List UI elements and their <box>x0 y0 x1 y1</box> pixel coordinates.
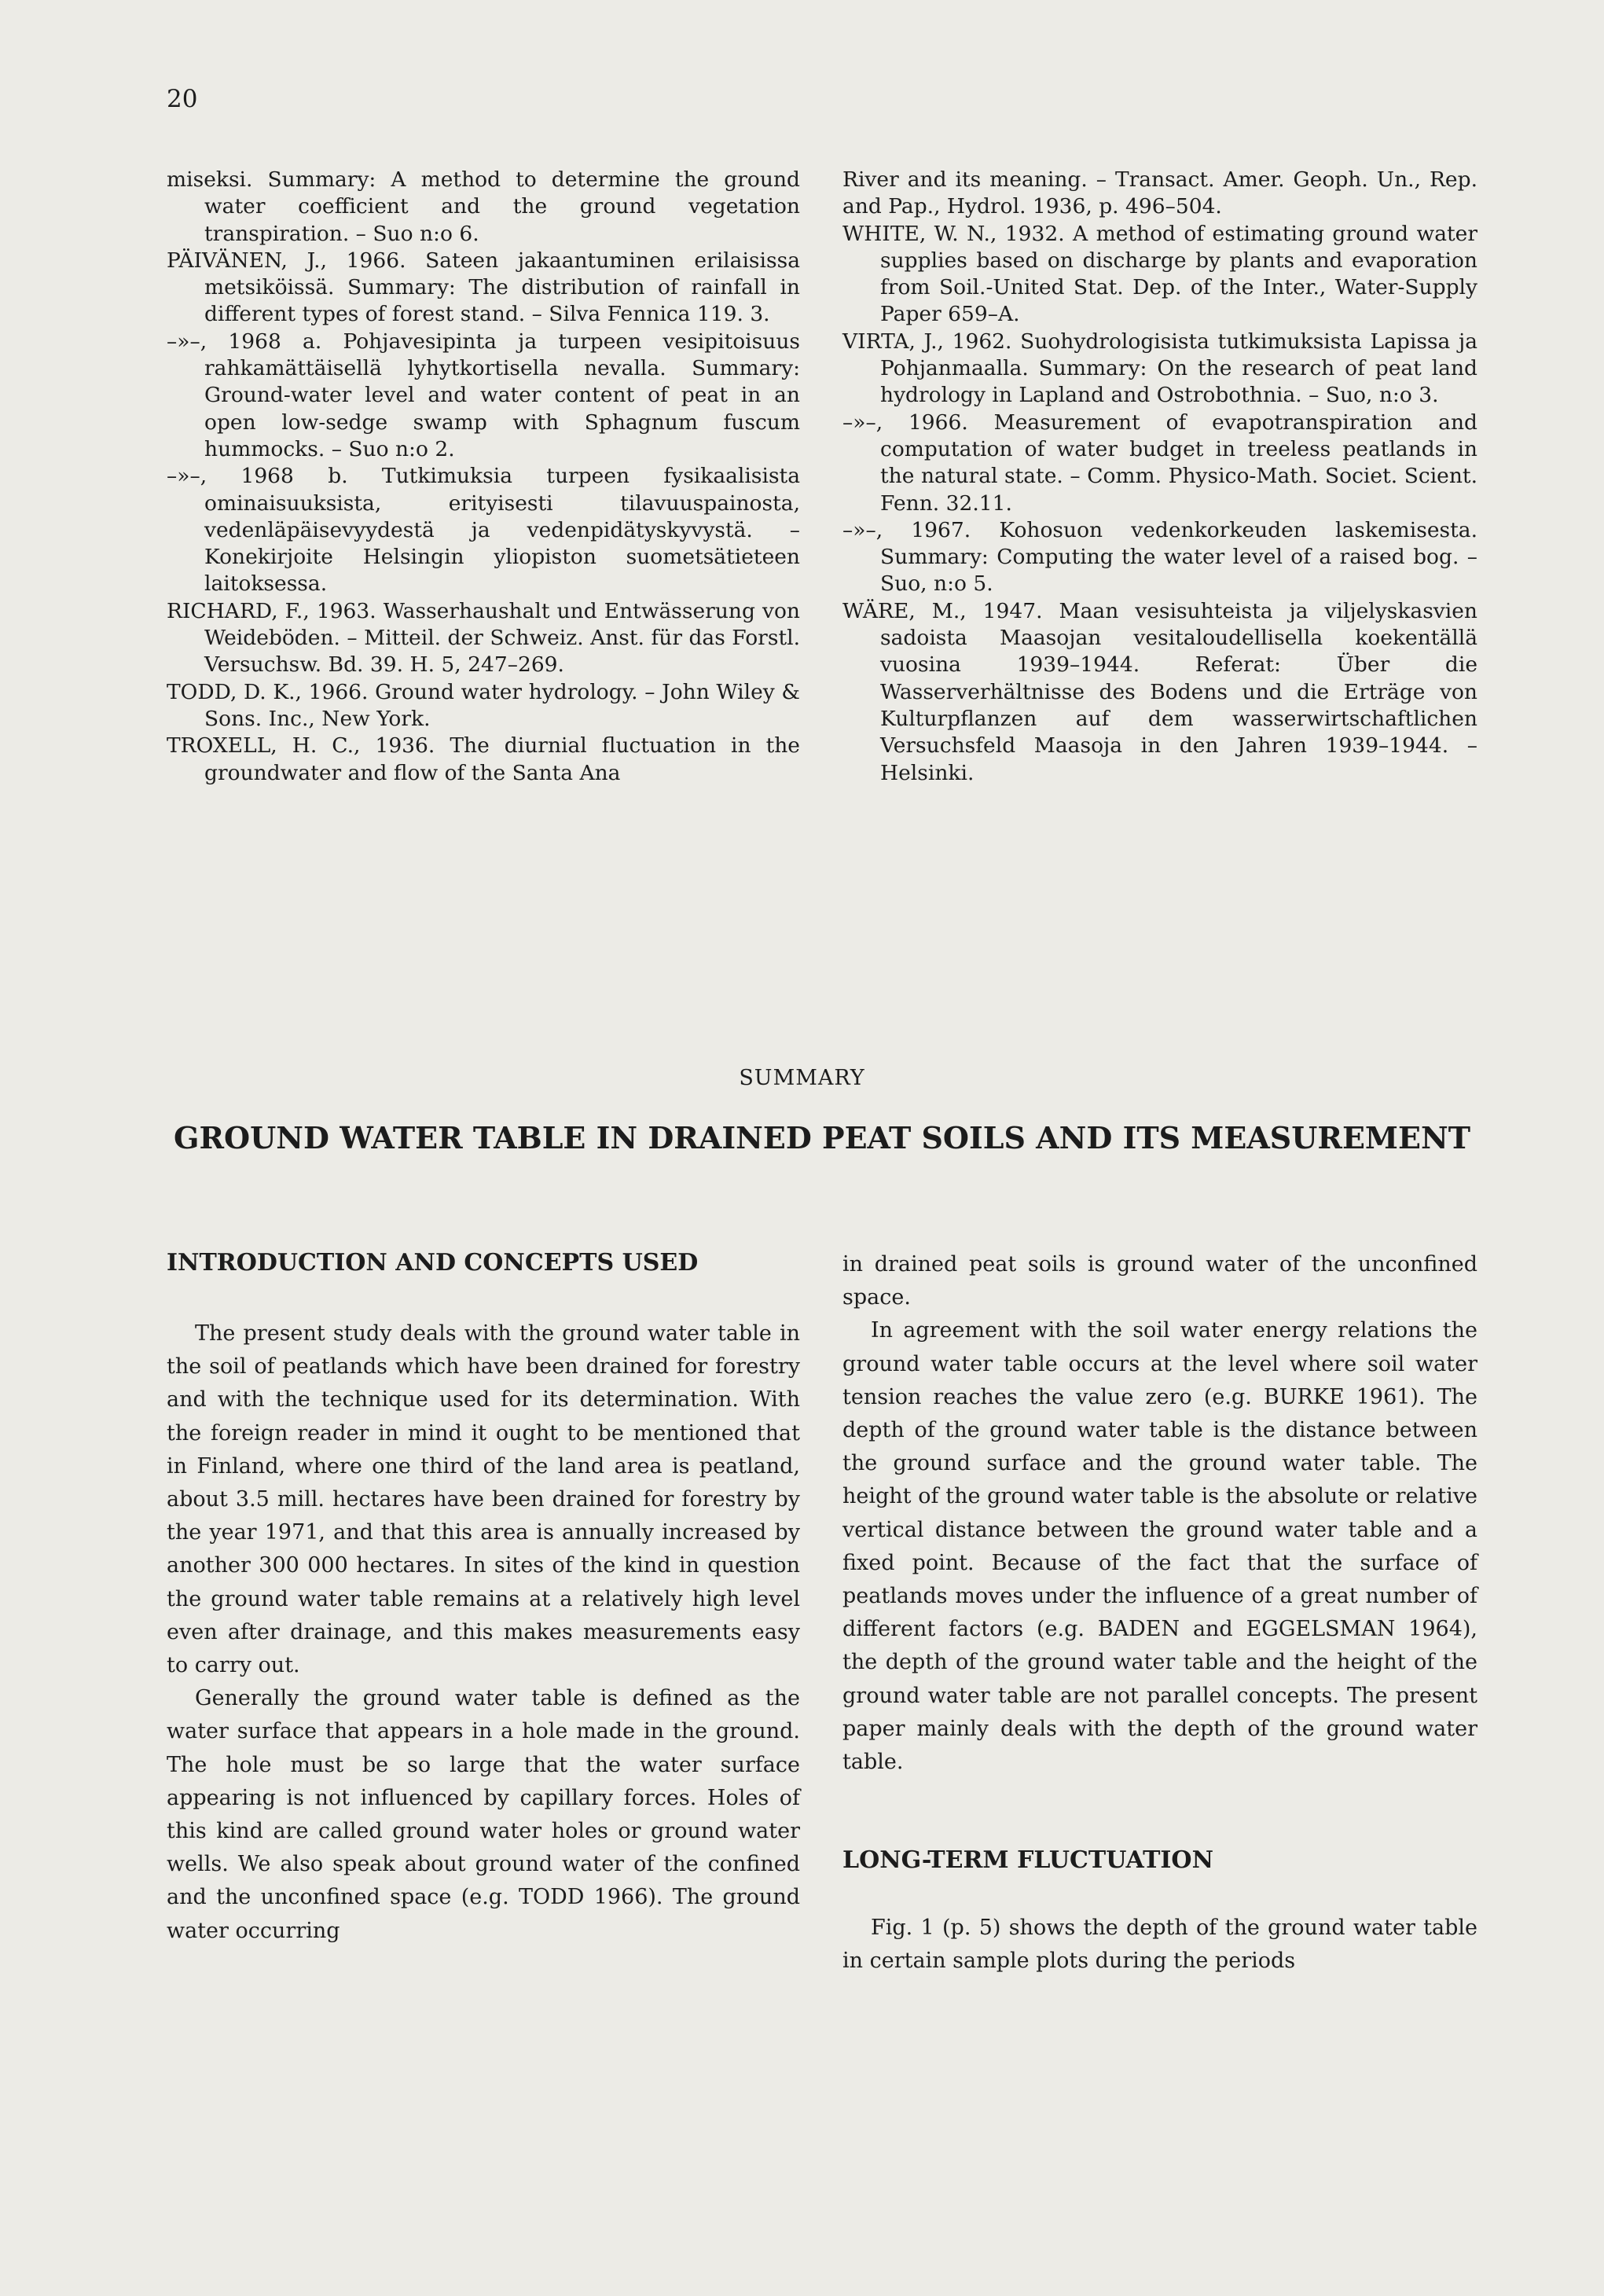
reference-item: River and its meaning. – Transact. Amer. Geoph. Un., Rep. and Pap., Hydrol. 1936, p. 496–504. <box>842 167 1477 219</box>
reference-item: –»–, 1968 b. Tutkimuksia turpeen fysikaalisista ominaisuuksista, erityisesti tilavuuspainosta, vedenläpäisevyydestä ja vedenpidätyskyvystä. – Konekirjoite Helsingin yliopiston suometsätieteen laitoksessa. <box>167 464 800 597</box>
reference-item: WHITE, W. N., 1932. A method of estimating ground water supplies based on discharge by plants and evaporation from Soil.-United Stat. Dep. of the Inter., Water-Supply Paper 659–A. <box>842 221 1477 327</box>
paragraph: Fig. 1 (p. 5) shows the depth of the ground water table in certain sample plots during the periods <box>842 1916 1477 1974</box>
reference-item: –»–, 1967. Kohosuon vedenkorkeuden laskemisesta. Summary: Computing the water level of a raised bog. – Suo, n:o 5. <box>842 517 1477 597</box>
body-right-column <box>842 1248 1477 1978</box>
paragraph: The present study deals with the ground water table in the soil of peatlands which have been drained for forestry and with the technique used for its determination. With the foreign reader in mind it ought to be mentioned that in Finland, where one third of the land area is peatland, about 3.5 mill. hectares have been drained for forestry by the year 1971, and that this area is annually increased by another 300 000 hectares. In sites of the kind in question the ground water table remains at a relatively high level even after drainage, and this makes measurements easy to carry out. <box>167 1321 800 1678</box>
reference-item: TROXELL, H. C., 1936. The diurnial fluctuation in the groundwater and flow of the Santa Ana <box>167 733 800 785</box>
summary-label: SUMMARY <box>739 1066 865 1090</box>
summary-title: GROUND WATER TABLE IN DRAINED PEAT SOILS AND ITS MEASUREMENT <box>174 1120 1470 1155</box>
body-left-column <box>167 1246 800 1948</box>
references-right-column <box>842 167 1477 787</box>
section-heading-introduction: INTRODUCTION AND CONCEPTS USED <box>167 1249 699 1277</box>
references-left-column <box>167 167 800 787</box>
reference-item: WÄRE, M., 1947. Maan vesisuhteista ja viljelyskasvien sadoista Maasojan vesitaloudellisella koekentällä vuosina 1939–1944. Referat: Über die Wasserverhältnisse des Bodens und die Erträge von Kulturpflanzen auf dem wasserwirtschaftlichen Versuchsfeld Maasoja in den Jahren 1939–1944. – Helsinki. <box>842 598 1477 785</box>
reference-item: TODD, D. K., 1966. Ground water hydrology. – John Wiley & Sons. Inc., New York. <box>167 679 800 731</box>
paragraph: In agreement with the soil water energy relations the ground water table occurs at the level where soil water tension reaches the value zero (e.g. BURKE 1961). The depth of the ground water table is the distance between the ground surface and the ground water table. The height of the ground water table is the absolute or relative vertical distance between the ground water table and a fixed point. Because of the fact that the surface of peatlands moves under the influence of a great number of different factors (e.g. BADEN and EGGELSMAN 1964), the depth of the ground water table and the height of the ground water table are not parallel concepts. The present paper mainly deals with the depth of the ground water table. <box>842 1318 1477 1775</box>
page-number: 20 <box>167 85 198 113</box>
reference-item: PÄIVÄNEN, J., 1966. Sateen jakaantuminen erilaisissa metsiköissä. Summary: The distribution of rainfall in different types of forest stand. – Silva Fennica 119. 3. <box>167 248 800 327</box>
reference-item: miseksi. Summary: A method to determine the ground water coefficient and the ground vegetation transpiration. – Suo n:o 6. <box>167 167 800 246</box>
reference-item: RICHARD, F., 1963. Wasserhaushalt und Entwässerung von Weideböden. – Mitteil. der Schweiz. Anst. für das Forstl. Versuchsw. Bd. 39. H. 5, 247–269. <box>167 598 800 678</box>
reference-item: VIRTA, J., 1962. Suohydrologisista tutkimuksista Lapissa ja Pohjanmaalla. Summary: On the research of peat land hydrology in Lapland and Ostrobothnia. – Suo, n:o 3. <box>842 329 1477 408</box>
section-heading-long-term: LONG-TERM FLUCTUATION <box>842 1846 1213 1875</box>
reference-item: –»–, 1968 a. Pohjavesipinta ja turpeen vesipitoisuus rahkamättäisellä lyhytkortisella nevalla. Summary: Ground-water level and water content of peat in an open low-sedge swamp with Sphagnum fuscum hummocks. – Suo n:o 2. <box>167 329 800 461</box>
paragraph: Generally the ground water table is defined as the water surface that appears in a hole made in the ground. The hole must be so large that the water surface appearing is not influenced by capillary forces. Holes of this kind are called ground water holes or ground water wells. We also speak about ground water of the confined and the unconfined space (e.g. TODD 1966). The ground water occurring <box>167 1686 800 1943</box>
reference-item: –»–, 1966. Measurement of evapotranspiration and computation of water budget in treeless peatlands in the natural state. – Comm. Physico-Math. Societ. Scient. Fenn. 32.11. <box>842 410 1477 516</box>
paragraph: in drained peat soils is ground water of the unconfined space. <box>842 1252 1477 1310</box>
